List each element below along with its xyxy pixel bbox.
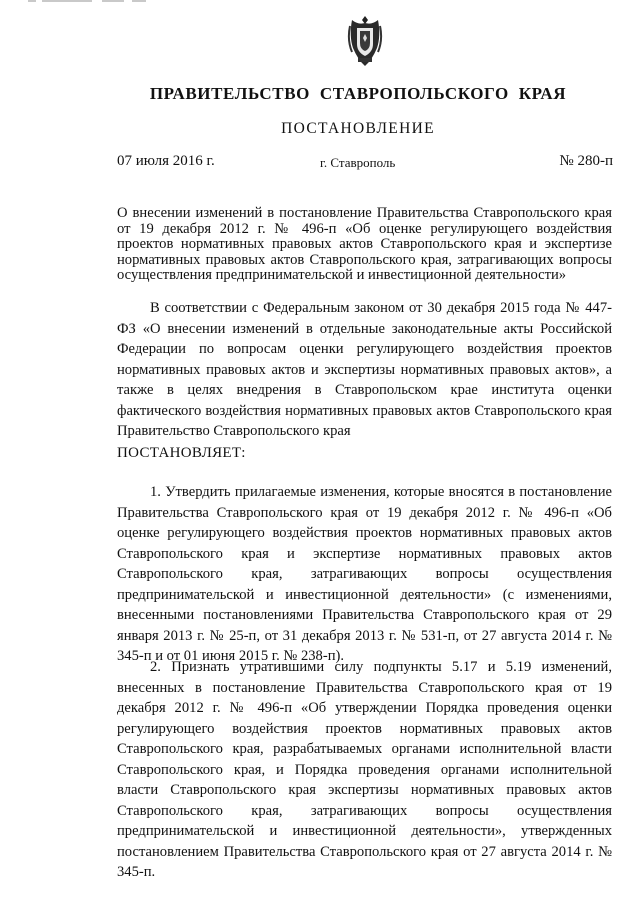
document-date: 07 июля 2016 г. — [117, 153, 215, 169]
scan-artifact — [28, 0, 168, 3]
preamble-paragraph: В соответствии с Федеральным законом от 30 декабря 2015 года № 447-ФЗ «О внесении изменений в отдельные законодательные акты Российской Федерации по вопросам оценки регулирующего воздействия проектов нормативных правовых актов и экспертизы нормативных правовых актов», а также в целях внедрения в Ставропольском крае института оценки фактического воздействия нормативных правовых актов Ставропольского края Правительство Ставропольского края — [117, 300, 612, 439]
resolves-heading: ПОСТАНОВЛЯЕТ: — [117, 445, 246, 461]
clause-2: 2. Признать утратившими силу подпункты 5.17 и 5.19 изменений, внесенных в постановление Правительства Ставропольского края от 19 декабря 2012 г. № 496-п «Об утверждении Порядка проведения оценки регулирующего воздействия проектов нормативных правовых актов Ставропольского края, разрабатываемых органами исполнительной власти Ставропольского края, и Порядка проведения органами исполнительной власти Ставропольского края экспертизы нормативных правовых актов Ставропольского края, затрагивающих вопросы осуществления предпринимательской и инвестиционной деятельности», утвержденных постановлением Правительства Ставропольского края от 27 августа 2014 г. № 345-п. — [117, 659, 612, 880]
document-subject: О внесении изменений в постановление Правительства Ставропольского края от 19 декабря 2012 г. № 496-п «Об оценке регулирующего воздействия проектов нормативных правовых актов Ставропольского края и экспертизе нормативных правовых актов Ставропольского края, затрагивающих вопросы осуществления предпринимательской и инвестиционной деятельности» — [117, 205, 612, 283]
clause-1: 1. Утвердить прилагаемые изменения, которые вносятся в постановление Правительства Ставропольского края от 19 декабря 2012 г. № 496-п «Об оценке регулирующего воздействия проектов нормативных правовых актов Ставропольского края и экспертизе нормативных правовых актов Ставропольского края, затрагивающих вопросы осуществления предпринимательской и инвестиционной деятельности» (с изменениями, внесенными постановлениями Правительства Ставропольского края от 29 января 2013 г. № 25-п, от 31 декабря 2013 г. № 531-п, от 27 августа 2014 г. № 345-п и от 01 июня 2015 г. № 238-п). — [117, 484, 612, 664]
stavropol-coat-of-arms-icon — [346, 14, 384, 68]
government-title: ПРАВИТЕЛЬСТВО СТАВРОПОЛЬСКОГО КРАЯ — [149, 84, 567, 103]
document-type: ПОСТАНОВЛЕНИЕ — [281, 120, 435, 137]
document-city: г. Ставрополь — [320, 155, 396, 170]
document-number: № 280-п — [559, 153, 613, 169]
